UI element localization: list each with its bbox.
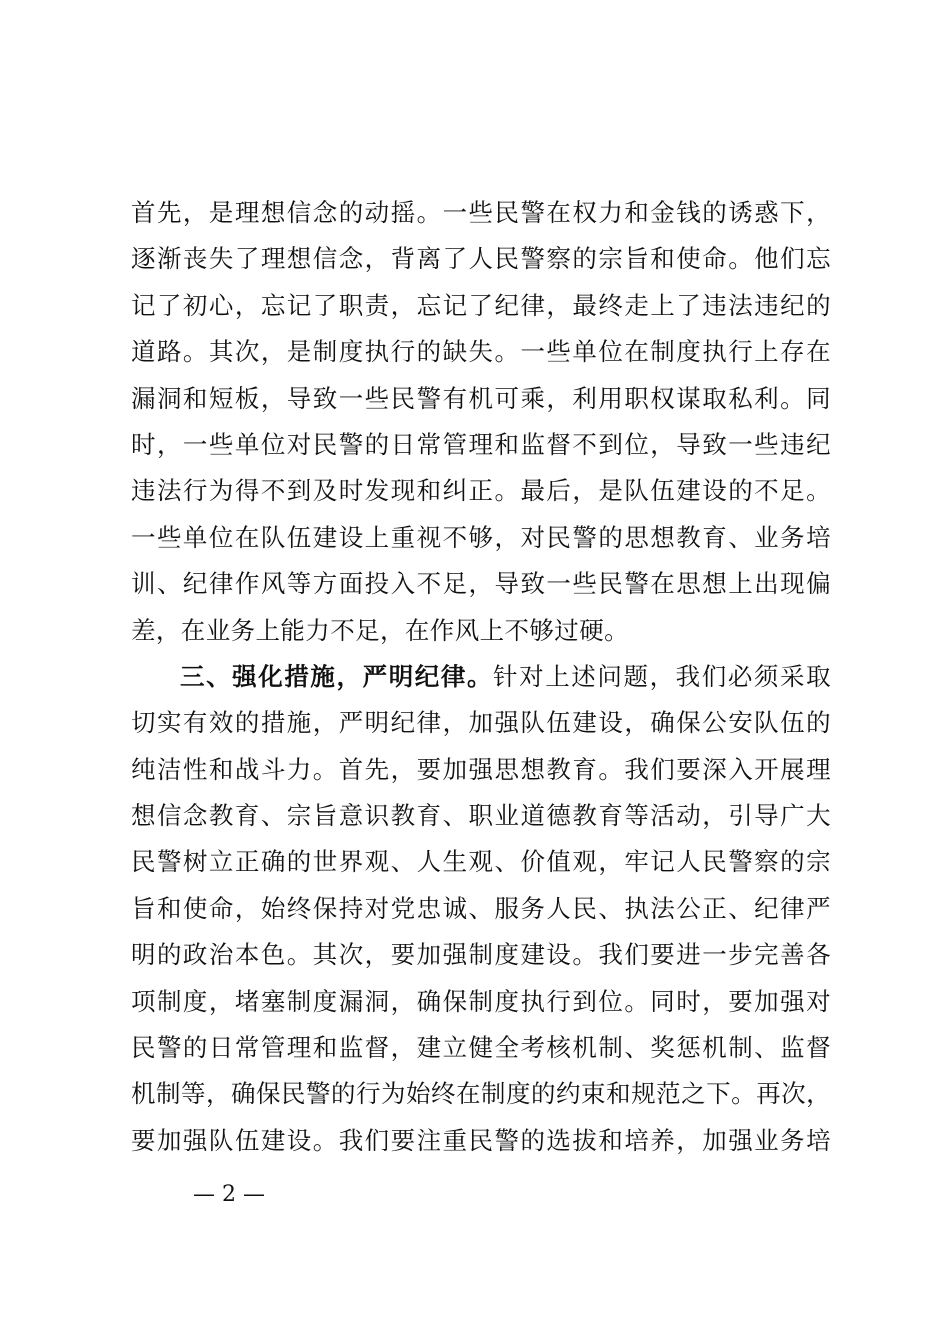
paragraph-line: 漏洞和短板，导致一些民警有机可乘，利用职权谋取私利。同: [131, 383, 831, 413]
paragraph-line: 切实有效的措施，严明纪律，加强队伍建设，确保公安队伍的: [131, 708, 831, 738]
paragraph-line: 时，一些单位对民警的日常管理和监督不到位，导致一些违纪: [131, 429, 831, 459]
paragraph-line: 道路。其次，是制度执行的缺失。一些单位在制度执行上存在: [131, 337, 831, 367]
section-heading-line: [131, 654, 831, 700]
paragraph-line: 纯洁性和战斗力。首先，要加强思想教育。我们要深入开展理: [131, 754, 831, 784]
paragraph-line: 首先，是理想信念的动摇。一些民警在权力和金钱的诱惑下，: [131, 198, 831, 227]
paragraph-line: 差，在业务上能力不足，在作风上不够过硬。: [131, 615, 629, 645]
paragraph-line: 机制等，确保民警的行为始终在制度的约束和规范之下。再次，: [131, 1079, 831, 1109]
paragraph-line: 想信念教育、宗旨意识教育、职业道德教育等活动，引导广大: [131, 801, 831, 831]
paragraph-line: 项制度，堵塞制度漏洞，确保制度执行到位。同时，要加强对: [131, 986, 831, 1016]
paragraph-line: 一些单位在队伍建设上重视不够，对民警的思想教育、业务培: [131, 522, 831, 552]
paragraph-line: 训、纪律作风等方面投入不足，导致一些民警在思想上出现偏: [131, 569, 831, 599]
paragraph-line: 明的政治本色。其次，要加强制度建设。我们要进一步完善各: [131, 940, 831, 970]
page-number: — 2 —: [193, 1182, 265, 1207]
paragraph-line: 逐渐丧失了理想信念，背离了人民警察的宗旨和使命。他们忘: [131, 244, 831, 274]
paragraph-line: 违法行为得不到及时发现和纠正。最后，是队伍建设的不足。: [131, 476, 831, 506]
paragraph-line: 民警树立正确的世界观、人生观、价值观，牢记人民警察的宗: [131, 847, 831, 877]
paragraph-line: 旨和使命，始终保持对党忠诚、服务人民、执法公正、纪律严: [131, 893, 831, 923]
section-heading: 三、强化措施，严明纪律。: [180, 661, 494, 691]
paragraph-line: 要加强队伍建设。我们要注重民警的选拔和培养，加强业务培: [131, 1125, 831, 1155]
heading-line-rest: 针对上述问题，我们必须采取: [493, 661, 831, 691]
paragraph-line: 记了初心，忘记了职责，忘记了纪律，最终走上了违法违纪的: [131, 290, 831, 320]
paragraph-line: 民警的日常管理和监督，建立健全考核机制、奖惩机制、监督: [131, 1033, 831, 1063]
body-text: [131, 190, 831, 1164]
